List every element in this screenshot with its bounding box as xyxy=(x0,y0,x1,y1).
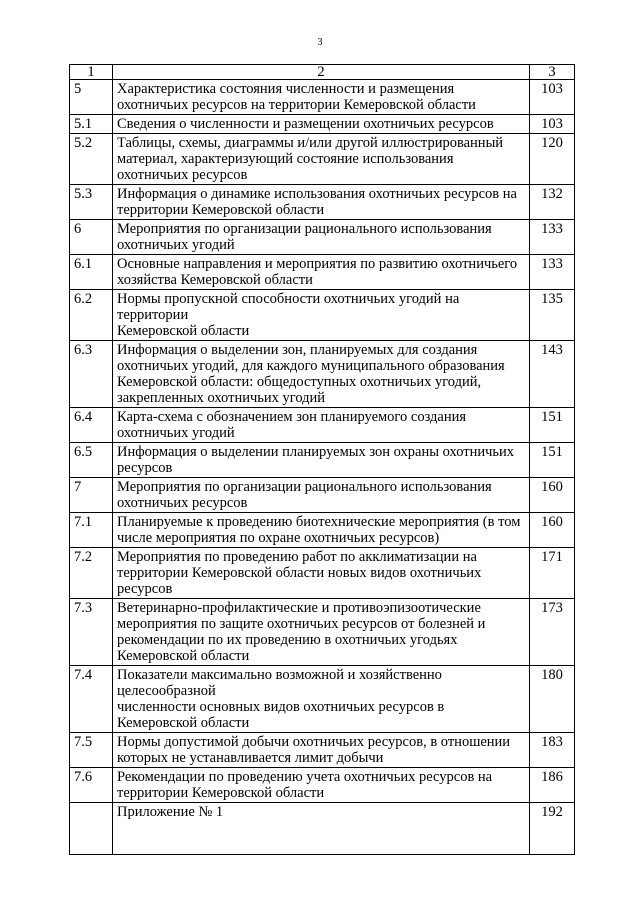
section-number: 5.2 xyxy=(74,135,93,151)
section-page-cell xyxy=(530,513,575,548)
section-title: Информация о динамике использования охотничьих ресурсов на территории Кемеровской области xyxy=(117,186,517,218)
table-row xyxy=(70,666,575,733)
section-title-cell xyxy=(113,548,530,599)
section-page-cell xyxy=(530,341,575,408)
section-title-cell xyxy=(113,666,530,733)
section-page: 120 xyxy=(541,135,563,151)
section-title: Информация о выделении зон, планируемых для создания охотничьих угодий, для каждого муниципального образования Кемеровской области: общедоступных охотничьих угодий, закрепленных охотничьих угодий xyxy=(117,342,505,406)
section-title-cell xyxy=(113,599,530,666)
section-number-cell xyxy=(70,768,113,803)
table-row xyxy=(70,341,575,408)
section-page-cell xyxy=(530,290,575,341)
section-title: Таблицы, схемы, диаграммы и/или другой иллюстрированный материал, характеризующий состояние использования охотничьих ресурсов xyxy=(117,135,504,183)
page-number: 3 xyxy=(317,37,323,48)
section-title-cell xyxy=(113,443,530,478)
section-title-cell xyxy=(113,220,530,255)
section-page-cell xyxy=(530,548,575,599)
section-title: Мероприятия по организации рационального использования охотничьих ресурсов xyxy=(117,479,492,511)
table-row xyxy=(70,768,575,803)
section-number-cell xyxy=(70,220,113,255)
section-title-cell xyxy=(113,115,530,134)
section-number: 5.3 xyxy=(74,186,93,202)
section-page-cell xyxy=(530,185,575,220)
section-title: Основные направления и мероприятия по развитию охотничьего хозяйства Кемеровской области xyxy=(117,256,518,288)
section-title-cell xyxy=(113,478,530,513)
section-title-cell xyxy=(113,255,530,290)
section-title: Нормы пропускной способности охотничьих угодий на территории Кемеровской области xyxy=(117,291,460,339)
section-page-cell xyxy=(530,115,575,134)
section-page: 173 xyxy=(541,600,563,616)
section-title: Информация о выделении планируемых зон охраны охотничьих ресурсов xyxy=(117,444,515,476)
section-page: 183 xyxy=(541,734,563,750)
section-number-cell xyxy=(70,478,113,513)
section-page: 192 xyxy=(541,804,563,820)
section-title: Планируемые к проведению биотехнические мероприятия (в том числе мероприятия по охране охотничьих ресурсов) xyxy=(117,514,521,546)
section-number: 6.2 xyxy=(74,291,93,307)
section-page: 132 xyxy=(541,186,563,202)
table-row xyxy=(70,548,575,599)
section-page: 180 xyxy=(541,667,563,683)
section-number-cell xyxy=(70,290,113,341)
section-number-cell xyxy=(70,443,113,478)
section-number-cell xyxy=(70,115,113,134)
section-page: 160 xyxy=(541,514,563,530)
section-page-cell xyxy=(530,408,575,443)
section-title-cell xyxy=(113,134,530,185)
section-page: 133 xyxy=(541,256,563,272)
table-row xyxy=(70,220,575,255)
table-row xyxy=(70,408,575,443)
section-title: Характеристика состояния численности и размещения охотничьих ресурсов на территории Кемеровской области xyxy=(117,81,476,113)
section-page-cell xyxy=(530,733,575,768)
section-number: 6 xyxy=(74,221,82,237)
table-of-contents xyxy=(69,64,575,855)
section-number: 5.1 xyxy=(74,116,93,132)
section-title: Карта-схема с обозначением зон планируемого создания охотничьих угодий xyxy=(117,409,467,441)
section-title: Сведения о численности и размещении охотничьих ресурсов xyxy=(117,116,494,132)
section-number-cell xyxy=(70,80,113,115)
section-number: 7.6 xyxy=(74,769,93,785)
table-header-row xyxy=(70,65,575,80)
section-page-cell xyxy=(530,599,575,666)
table-row xyxy=(70,115,575,134)
section-page: 103 xyxy=(541,116,563,132)
section-page-cell xyxy=(530,134,575,185)
section-page: 160 xyxy=(541,479,563,495)
table-row xyxy=(70,443,575,478)
table-row xyxy=(70,134,575,185)
section-number: 7.3 xyxy=(74,600,93,616)
section-number-cell xyxy=(70,599,113,666)
section-number-cell xyxy=(70,408,113,443)
section-title-cell xyxy=(113,803,530,855)
section-number-cell xyxy=(70,666,113,733)
section-number-cell xyxy=(70,185,113,220)
section-page: 103 xyxy=(541,81,563,97)
section-number-cell xyxy=(70,513,113,548)
section-title: Ветеринарно-профилактические и противоэпизоотические мероприятия по защите охотничьих ресурсов от болезней и рекомендации по их проведению в охотничьих угодьях Кемеровской области xyxy=(117,600,486,664)
section-page: 143 xyxy=(541,342,563,358)
section-title: Мероприятия по организации рационального использования охотничьих угодий xyxy=(117,221,492,253)
section-number-cell xyxy=(70,803,113,855)
section-page-cell xyxy=(530,803,575,855)
section-number: 5 xyxy=(74,81,82,97)
table-row xyxy=(70,255,575,290)
section-page-cell xyxy=(530,666,575,733)
section-title: Рекомендации по проведению учета охотничьих ресурсов на территории Кемеровской области xyxy=(117,769,493,801)
section-page-cell xyxy=(530,478,575,513)
section-number: 7.4 xyxy=(74,667,93,683)
section-number: 7.2 xyxy=(74,549,93,565)
section-number-cell xyxy=(70,548,113,599)
section-page-cell xyxy=(530,768,575,803)
section-page: 135 xyxy=(541,291,563,307)
section-number-cell xyxy=(70,733,113,768)
section-number-cell xyxy=(70,341,113,408)
section-title-cell xyxy=(113,341,530,408)
section-title-cell xyxy=(113,733,530,768)
section-title-cell xyxy=(113,408,530,443)
section-number: 7.1 xyxy=(74,514,93,530)
table-row xyxy=(70,290,575,341)
header-col-1: 1 xyxy=(70,65,113,80)
section-number-cell xyxy=(70,255,113,290)
section-number: 6.3 xyxy=(74,342,93,358)
table-row xyxy=(70,185,575,220)
section-number: 6.1 xyxy=(74,256,93,272)
section-page: 186 xyxy=(541,769,563,785)
section-number: 7 xyxy=(74,479,82,495)
section-page: 151 xyxy=(541,444,563,460)
section-page-cell xyxy=(530,80,575,115)
section-page: 133 xyxy=(541,221,563,237)
section-page-cell xyxy=(530,220,575,255)
section-title-cell xyxy=(113,513,530,548)
section-page-cell xyxy=(530,443,575,478)
section-title: Показатели максимально возможной и хозяйственно целесообразной численности основных видов охотничьих ресурсов в Кемеровской области xyxy=(117,667,445,731)
section-number: 6.5 xyxy=(74,444,93,460)
table-row xyxy=(70,80,575,115)
section-number: 7.5 xyxy=(74,734,93,750)
table-row xyxy=(70,599,575,666)
section-number-cell xyxy=(70,134,113,185)
section-page-cell xyxy=(530,255,575,290)
header-col-3: 3 xyxy=(530,65,575,80)
table-row xyxy=(70,513,575,548)
section-title: Нормы допустимой добычи охотничьих ресурсов, в отношении которых не устанавливается лимит добычи xyxy=(117,734,511,766)
section-title-cell xyxy=(113,768,530,803)
table-row xyxy=(70,478,575,513)
section-title-cell xyxy=(113,290,530,341)
section-title-cell xyxy=(113,80,530,115)
section-title-cell xyxy=(113,185,530,220)
section-number: 6.4 xyxy=(74,409,93,425)
section-title: Мероприятия по проведению работ по акклиматизации на территории Кемеровской области новых видов охотничьих ресурсов xyxy=(117,549,482,597)
header-col-2: 2 xyxy=(113,65,530,80)
section-title: Приложение № 1 xyxy=(117,804,224,820)
section-page: 171 xyxy=(541,549,563,565)
section-page: 151 xyxy=(541,409,563,425)
table-row xyxy=(70,803,575,855)
table-row xyxy=(70,733,575,768)
